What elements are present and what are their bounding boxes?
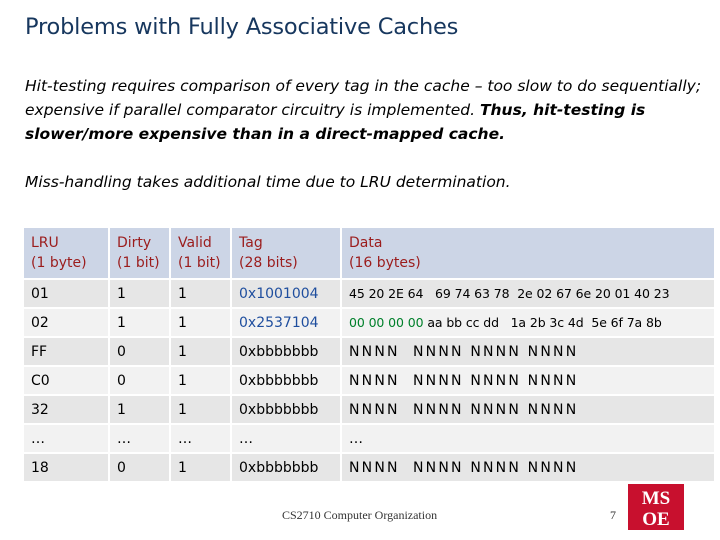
cell-valid: … (169, 425, 230, 454)
cell-valid: 1 (169, 396, 230, 425)
cell-lru: 02 (24, 309, 108, 338)
cell-lru: C0 (24, 367, 108, 396)
cell-lru: 01 (24, 280, 108, 309)
cell-data: NNNN NNNN NNNN NNNN (340, 396, 714, 425)
cell-dirty: 1 (108, 280, 169, 309)
paragraph-hit-testing (25, 74, 705, 146)
cell-data (340, 309, 714, 338)
header-tag: Tag (28 bits) (230, 228, 340, 280)
header-valid: Valid (1 bit) (169, 228, 230, 280)
paragraph-miss-handling: Miss-handling takes additional time due to LRU determination. (25, 173, 511, 191)
footer-course: CS2710 Computer Organization (282, 508, 438, 522)
cell-data: NNNN NNNN NNNN NNNN (340, 367, 714, 396)
header-lru: LRU (1 byte) (24, 228, 108, 280)
logo-text-top: MS (641, 488, 671, 509)
table-row (24, 425, 714, 454)
page-number: 7 (610, 508, 616, 522)
table-row (24, 367, 714, 396)
cell-dirty: 0 (108, 338, 169, 367)
table-row (24, 309, 714, 338)
hit-testing-conclusion: Thus, hit-testing is slower/more expensive than in a direct-mapped cache. (25, 101, 646, 143)
table-row (24, 396, 714, 425)
cell-lru: 18 (24, 454, 108, 483)
cell-data-green: 00 00 00 00 (349, 315, 424, 330)
cell-lru: 32 (24, 396, 108, 425)
cell-tag: 0xbbbbbbb (230, 396, 340, 425)
msoe-logo (628, 484, 684, 530)
table-header-row (24, 228, 714, 280)
cell-valid: 1 (169, 280, 230, 309)
cell-valid: 1 (169, 454, 230, 483)
cell-valid: 1 (169, 367, 230, 396)
cell-data: 45 20 2E 64 69 74 63 78 2e 02 67 6e 20 01 40 23 (340, 280, 714, 309)
header-data: Data (16 bytes) (340, 228, 714, 280)
cell-tag: 0x1001004 (230, 280, 340, 309)
cell-data: NNNN NNNN NNNN NNNN (340, 454, 714, 483)
cell-data: NNNN NNNN NNNN NNNN (340, 338, 714, 367)
cell-tag: … (230, 425, 340, 454)
cell-dirty: 0 (108, 367, 169, 396)
logo-text-bottom: OE (642, 509, 670, 530)
cell-dirty: 1 (108, 396, 169, 425)
cell-dirty: 0 (108, 454, 169, 483)
cell-tag: 0xbbbbbbb (230, 367, 340, 396)
table-row (24, 280, 714, 309)
cell-data: … (340, 425, 714, 454)
cell-tag: 0x2537104 (230, 309, 340, 338)
cell-valid: 1 (169, 309, 230, 338)
cell-data-rest: aa bb cc dd 1a 2b 3c 4d 5e 6f 7a 8b (423, 315, 662, 330)
header-dirty: Dirty (1 bit) (108, 228, 169, 280)
table-row (24, 454, 714, 483)
cell-dirty: 1 (108, 309, 169, 338)
cell-tag: 0xbbbbbbb (230, 454, 340, 483)
slide-title: Problems with Fully Associative Caches (25, 14, 459, 40)
cell-tag: 0xbbbbbbb (230, 338, 340, 367)
cell-valid: 1 (169, 338, 230, 367)
cell-lru: FF (24, 338, 108, 367)
hit-testing-text: Hit-testing requires comparison of every tag in the cache – too slow to do sequentially; expensive if parallel comparator circuitry is implemented. (25, 77, 702, 119)
cell-dirty: … (108, 425, 169, 454)
cell-lru: … (24, 425, 108, 454)
table-row (24, 338, 714, 367)
cache-table (24, 228, 714, 483)
